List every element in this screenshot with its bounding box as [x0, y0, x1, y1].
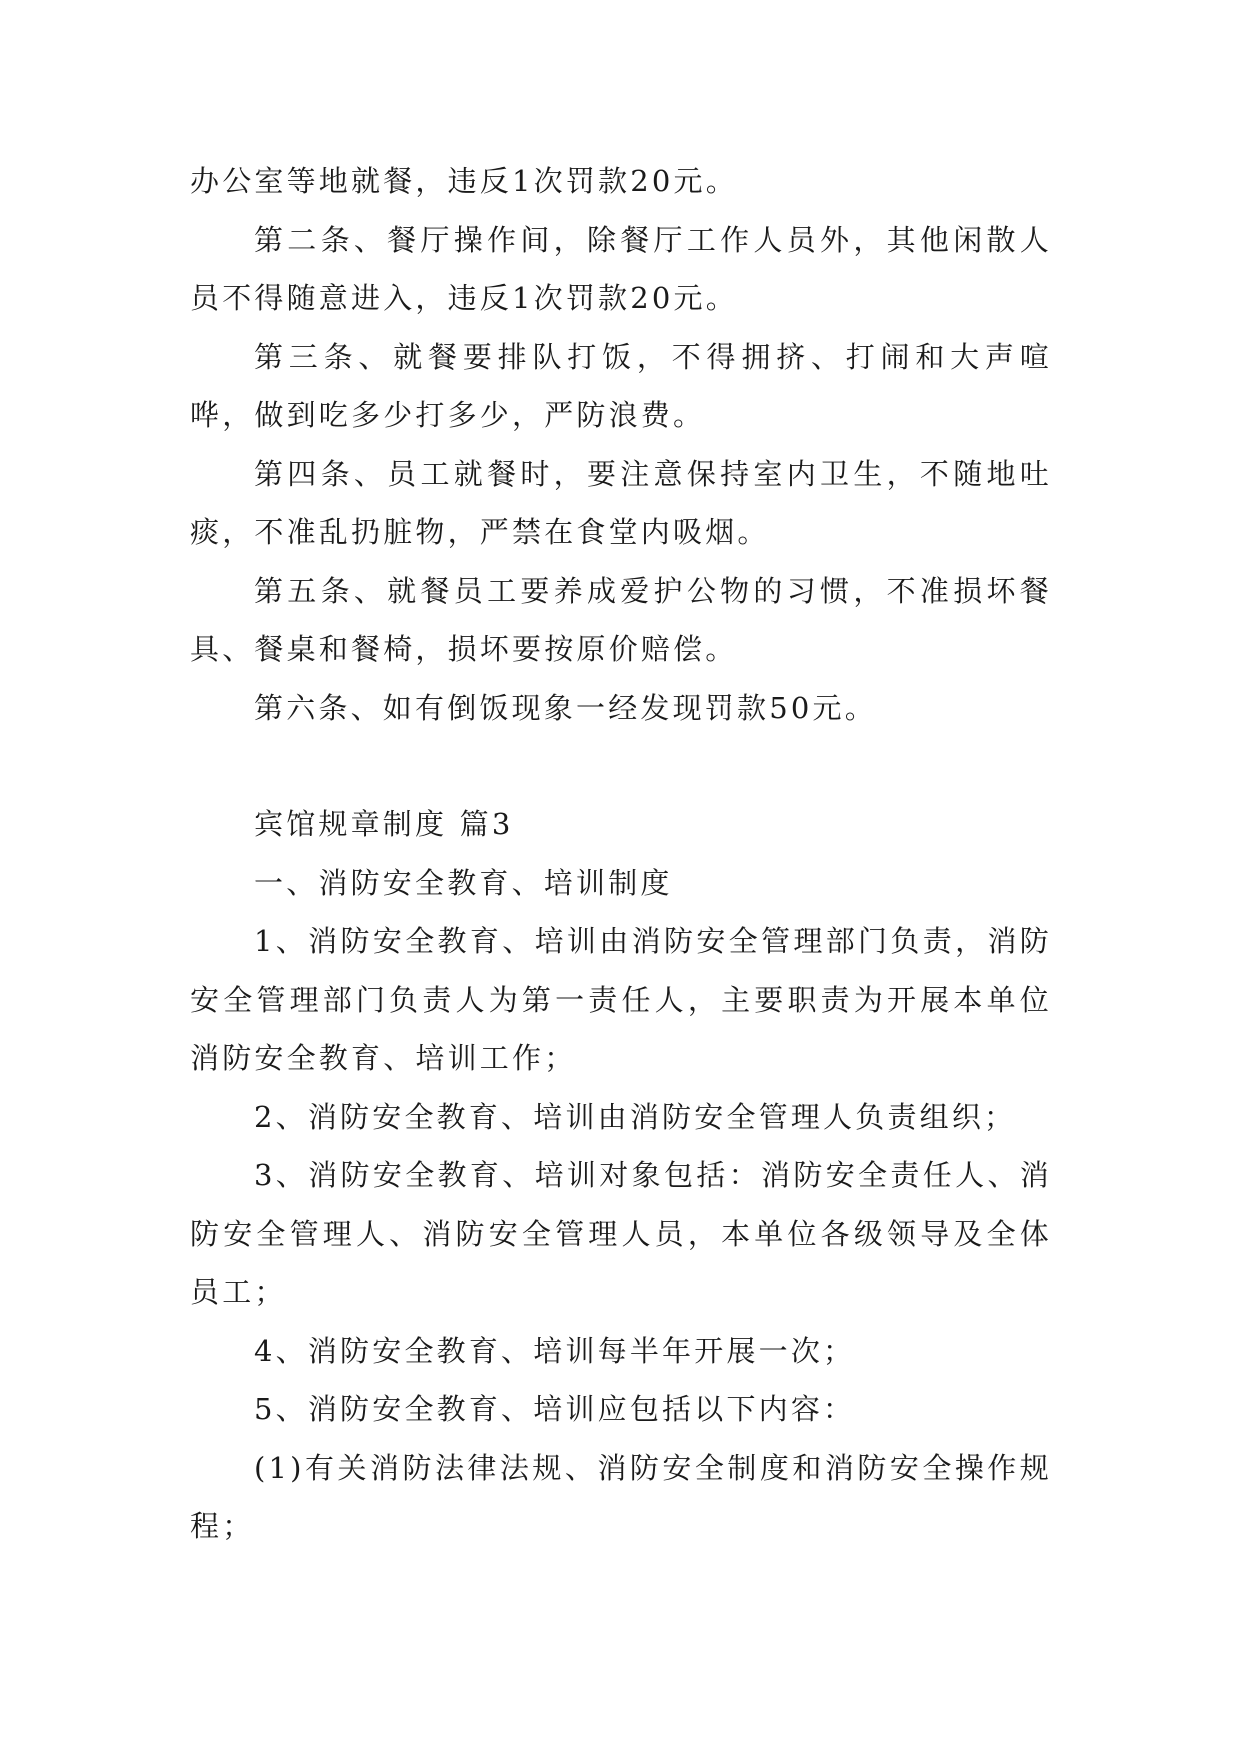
- list-item-5: 5、消防安全教育、培训应包括以下内容：: [254, 1392, 856, 1426]
- list-item-3: 3、消防安全教育、培训对象包括：消防安全责任人、消防安全管理人、消防安全管理人员，本单位各级领导及全体员工；: [190, 1158, 1052, 1309]
- paragraph-article-5: 第五条、就餐员工要养成爱护公物的习惯，不准损坏餐具、餐桌和餐椅，损坏要按原价赔偿。: [190, 573, 1052, 666]
- list-item-2: 2、消防安全教育、培训由消防安全管理人负责组织；: [254, 1099, 1017, 1134]
- section-title: 宾馆规章制度 篇3: [254, 807, 514, 841]
- sub-item-1: (1)有关消防法律法规、消防安全制度和消防安全操作规程；: [190, 1450, 1052, 1543]
- list-item-4: 4、消防安全教育、培训每半年开展一次；: [254, 1333, 856, 1368]
- document-body: [190, 152, 1052, 1556]
- paragraph-article-3: 第三条、就餐要排队打饭，不得拥挤、打闹和大声喧哗，做到吃多少打多少，严防浪费。: [190, 339, 1052, 432]
- section-spacer: [190, 737, 1052, 795]
- section-heading-fire-training: 一、消防安全教育、培训制度: [254, 865, 673, 900]
- list-item-1: 1、消防安全教育、培训由消防安全管理部门负责，消防安全管理部门负责人为第一责任人，主要职责为开展本单位消防安全教育、培训工作；: [190, 924, 1052, 1075]
- paragraph-continuation: 办公室等地就餐，违反1次罚款20元。: [190, 164, 738, 198]
- paragraph-article-6: 第六条、如有倒饭现象一经发现罚款50元。: [254, 690, 877, 725]
- paragraph-article-4: 第四条、员工就餐时，要注意保持室内卫生，不随地吐痰，不准乱扔脏物，严禁在食堂内吸烟。: [190, 456, 1052, 549]
- paragraph-article-2: 第二条、餐厅操作间，除餐厅工作人员外，其他闲散人员不得随意进入，违反1次罚款20元。: [190, 222, 1052, 315]
